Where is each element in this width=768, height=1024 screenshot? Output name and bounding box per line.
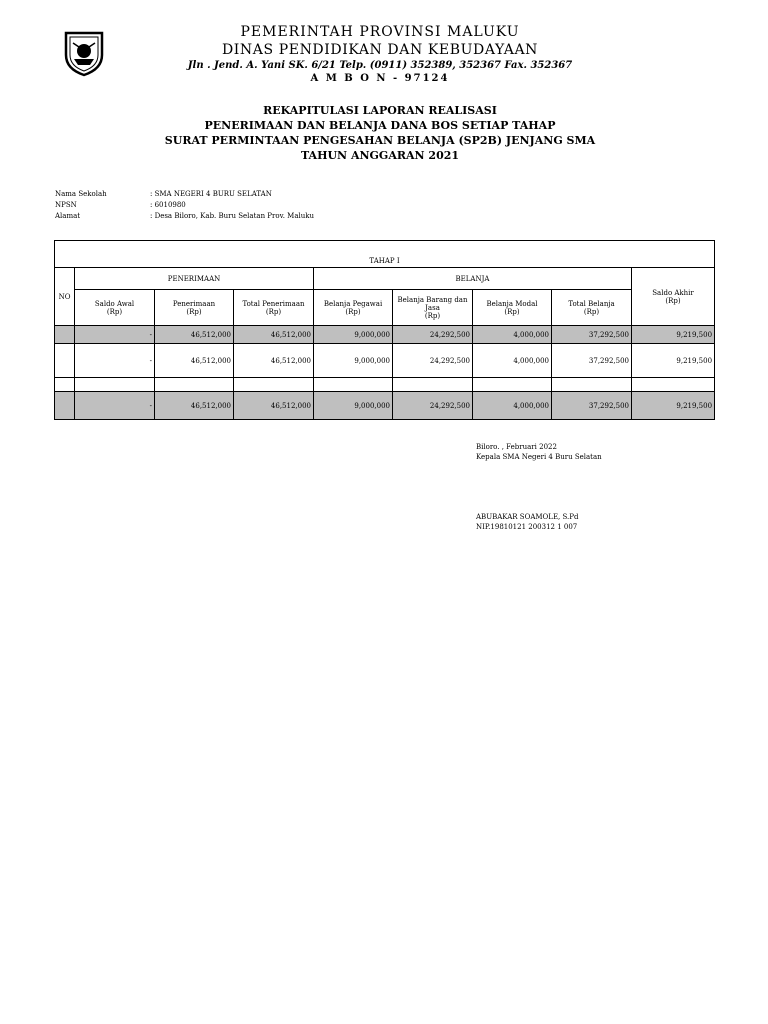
receipt-group-header: PENERIMAAN bbox=[75, 268, 314, 290]
saldo-akhir-unit: (Rp) bbox=[665, 296, 681, 305]
total-penerimaan-cell: 46,512,000 bbox=[234, 326, 314, 344]
total-penerimaan-header bbox=[234, 290, 314, 326]
letterhead-address: Jln . Jend. A. Yani SK. 6/21 Telp. (0911) 352389, 352367 Fax. 352367 bbox=[187, 60, 573, 71]
penerimaan-label: Penerimaan bbox=[172, 299, 216, 308]
belanja-barang-cell: 24,292,500 bbox=[393, 344, 473, 378]
table-row bbox=[55, 326, 715, 344]
stage-header: TAHAP I bbox=[55, 241, 715, 268]
belanja-barang-label: Belanja Barang dan Jasa bbox=[397, 295, 468, 312]
saldo-awal-label: Saldo Awal bbox=[94, 299, 135, 308]
belanja-modal-header bbox=[473, 290, 552, 326]
penerimaan-cell: 46,512,000 bbox=[155, 392, 234, 420]
belanja-pegawai-cell: 9,000,000 bbox=[314, 392, 393, 420]
saldo-akhir-cell: 9,219,500 bbox=[632, 392, 715, 420]
empty-cell bbox=[473, 378, 552, 392]
penerimaan-header bbox=[155, 290, 234, 326]
report-title bbox=[120, 103, 640, 163]
signature-place-date: Biloro. , Februari 2022 bbox=[476, 443, 557, 451]
signature-name: ABUBAKAR SOAMOLE, S.Pd bbox=[476, 513, 579, 521]
empty-cell bbox=[314, 378, 393, 392]
empty-cell bbox=[552, 378, 632, 392]
school-info bbox=[55, 189, 455, 222]
total-belanja-header bbox=[552, 290, 632, 326]
belanja-pegawai-label: Belanja Pegawai bbox=[323, 299, 383, 308]
belanja-pegawai-unit: (Rp) bbox=[345, 307, 361, 316]
row-no-cell bbox=[55, 344, 75, 378]
address-value: : Desa Biloro, Kab. Buru Selatan Prov. Maluku bbox=[150, 212, 314, 220]
saldo-akhir-header bbox=[632, 268, 715, 326]
table-empty-row bbox=[55, 378, 715, 392]
penerimaan-cell: 46,512,000 bbox=[155, 326, 234, 344]
letterhead-agency: DINAS PENDIDIKAN DAN KEBUDAYAAN bbox=[221, 42, 539, 58]
total-penerimaan-unit: (Rp) bbox=[265, 307, 282, 316]
empty-cell bbox=[75, 378, 155, 392]
empty-cell bbox=[55, 378, 75, 392]
empty-cell bbox=[155, 378, 234, 392]
belanja-barang-cell: 24,292,500 bbox=[393, 392, 473, 420]
saldo-akhir-cell: 9,219,500 bbox=[632, 344, 715, 378]
total-belanja-cell: 37,292,500 bbox=[552, 344, 632, 378]
empty-cell bbox=[393, 378, 473, 392]
saldo-awal-cell: - bbox=[75, 326, 155, 344]
total-belanja-cell: 37,292,500 bbox=[552, 392, 632, 420]
address-row bbox=[55, 211, 455, 222]
saldo-awal-cell: - bbox=[75, 344, 155, 378]
letterhead-city: A M B O N - 97124 bbox=[310, 73, 450, 84]
npsn-label: NPSN bbox=[55, 201, 77, 209]
school-name-row bbox=[55, 189, 455, 200]
school-name-label: Nama Sekolah bbox=[55, 190, 107, 198]
spending-group-header: BELANJA bbox=[314, 268, 632, 290]
belanja-modal-cell: 4,000,000 bbox=[473, 344, 552, 378]
school-name-value: : SMA NEGERI 4 BURU SELATAN bbox=[150, 190, 272, 198]
saldo-akhir-cell: 9,219,500 bbox=[632, 326, 715, 344]
belanja-pegawai-header bbox=[314, 290, 393, 326]
total-penerimaan-label: Total Penerimaan bbox=[242, 299, 305, 308]
total-belanja-cell: 37,292,500 bbox=[552, 326, 632, 344]
belanja-pegawai-cell: 9,000,000 bbox=[314, 344, 393, 378]
saldo-awal-unit: (Rp) bbox=[106, 307, 123, 316]
table-row bbox=[55, 392, 715, 420]
address-label: Alamat bbox=[55, 212, 81, 220]
saldo-awal-cell: - bbox=[75, 392, 155, 420]
empty-cell bbox=[632, 378, 715, 392]
belanja-modal-cell: 4,000,000 bbox=[473, 392, 552, 420]
table-row bbox=[55, 344, 715, 378]
penerimaan-cell: 46,512,000 bbox=[155, 344, 234, 378]
provincial-seal-logo bbox=[60, 29, 108, 77]
belanja-barang-cell: 24,292,500 bbox=[393, 326, 473, 344]
belanja-modal-label: Belanja Modal bbox=[486, 299, 538, 308]
title-line-2: PENERIMAAN DAN BELANJA DANA BOS SETIAP TAHAP bbox=[204, 119, 556, 132]
belanja-barang-header bbox=[393, 290, 473, 326]
letterhead-province: PEMERINTAH PROVINSI MALUKU bbox=[240, 24, 520, 40]
total-belanja-label: Total Belanja bbox=[568, 299, 615, 308]
row-no-cell bbox=[55, 392, 75, 420]
row-no-cell bbox=[55, 326, 75, 344]
realization-table bbox=[54, 240, 715, 420]
no-header: NO bbox=[55, 268, 75, 326]
total-penerimaan-cell: 46,512,000 bbox=[234, 392, 314, 420]
penerimaan-unit: (Rp) bbox=[186, 307, 202, 316]
title-line-4: TAHUN ANGGARAN 2021 bbox=[300, 149, 460, 162]
belanja-pegawai-cell: 9,000,000 bbox=[314, 326, 393, 344]
npsn-value: : 6010980 bbox=[150, 201, 186, 209]
belanja-barang-unit: (Rp) bbox=[424, 311, 441, 320]
npsn-row bbox=[55, 200, 455, 211]
belanja-modal-cell: 4,000,000 bbox=[473, 326, 552, 344]
signature-position: Kepala SMA Negeri 4 Buru Selatan bbox=[476, 453, 602, 461]
title-line-3: SURAT PERMINTAAN PENGESAHAN BELANJA (SP2B) JENJANG SMA bbox=[164, 134, 596, 147]
saldo-akhir-label: Saldo Akhir bbox=[652, 288, 694, 297]
total-belanja-unit: (Rp) bbox=[583, 307, 600, 316]
total-penerimaan-cell: 46,512,000 bbox=[234, 344, 314, 378]
signature-nip: NIP.19810121 200312 1 007 bbox=[476, 523, 578, 531]
belanja-modal-unit: (Rp) bbox=[504, 307, 520, 316]
title-line-1: REKAPITULASI LAPORAN REALISASI bbox=[263, 104, 497, 117]
saldo-awal-header bbox=[75, 290, 155, 326]
empty-cell bbox=[234, 378, 314, 392]
